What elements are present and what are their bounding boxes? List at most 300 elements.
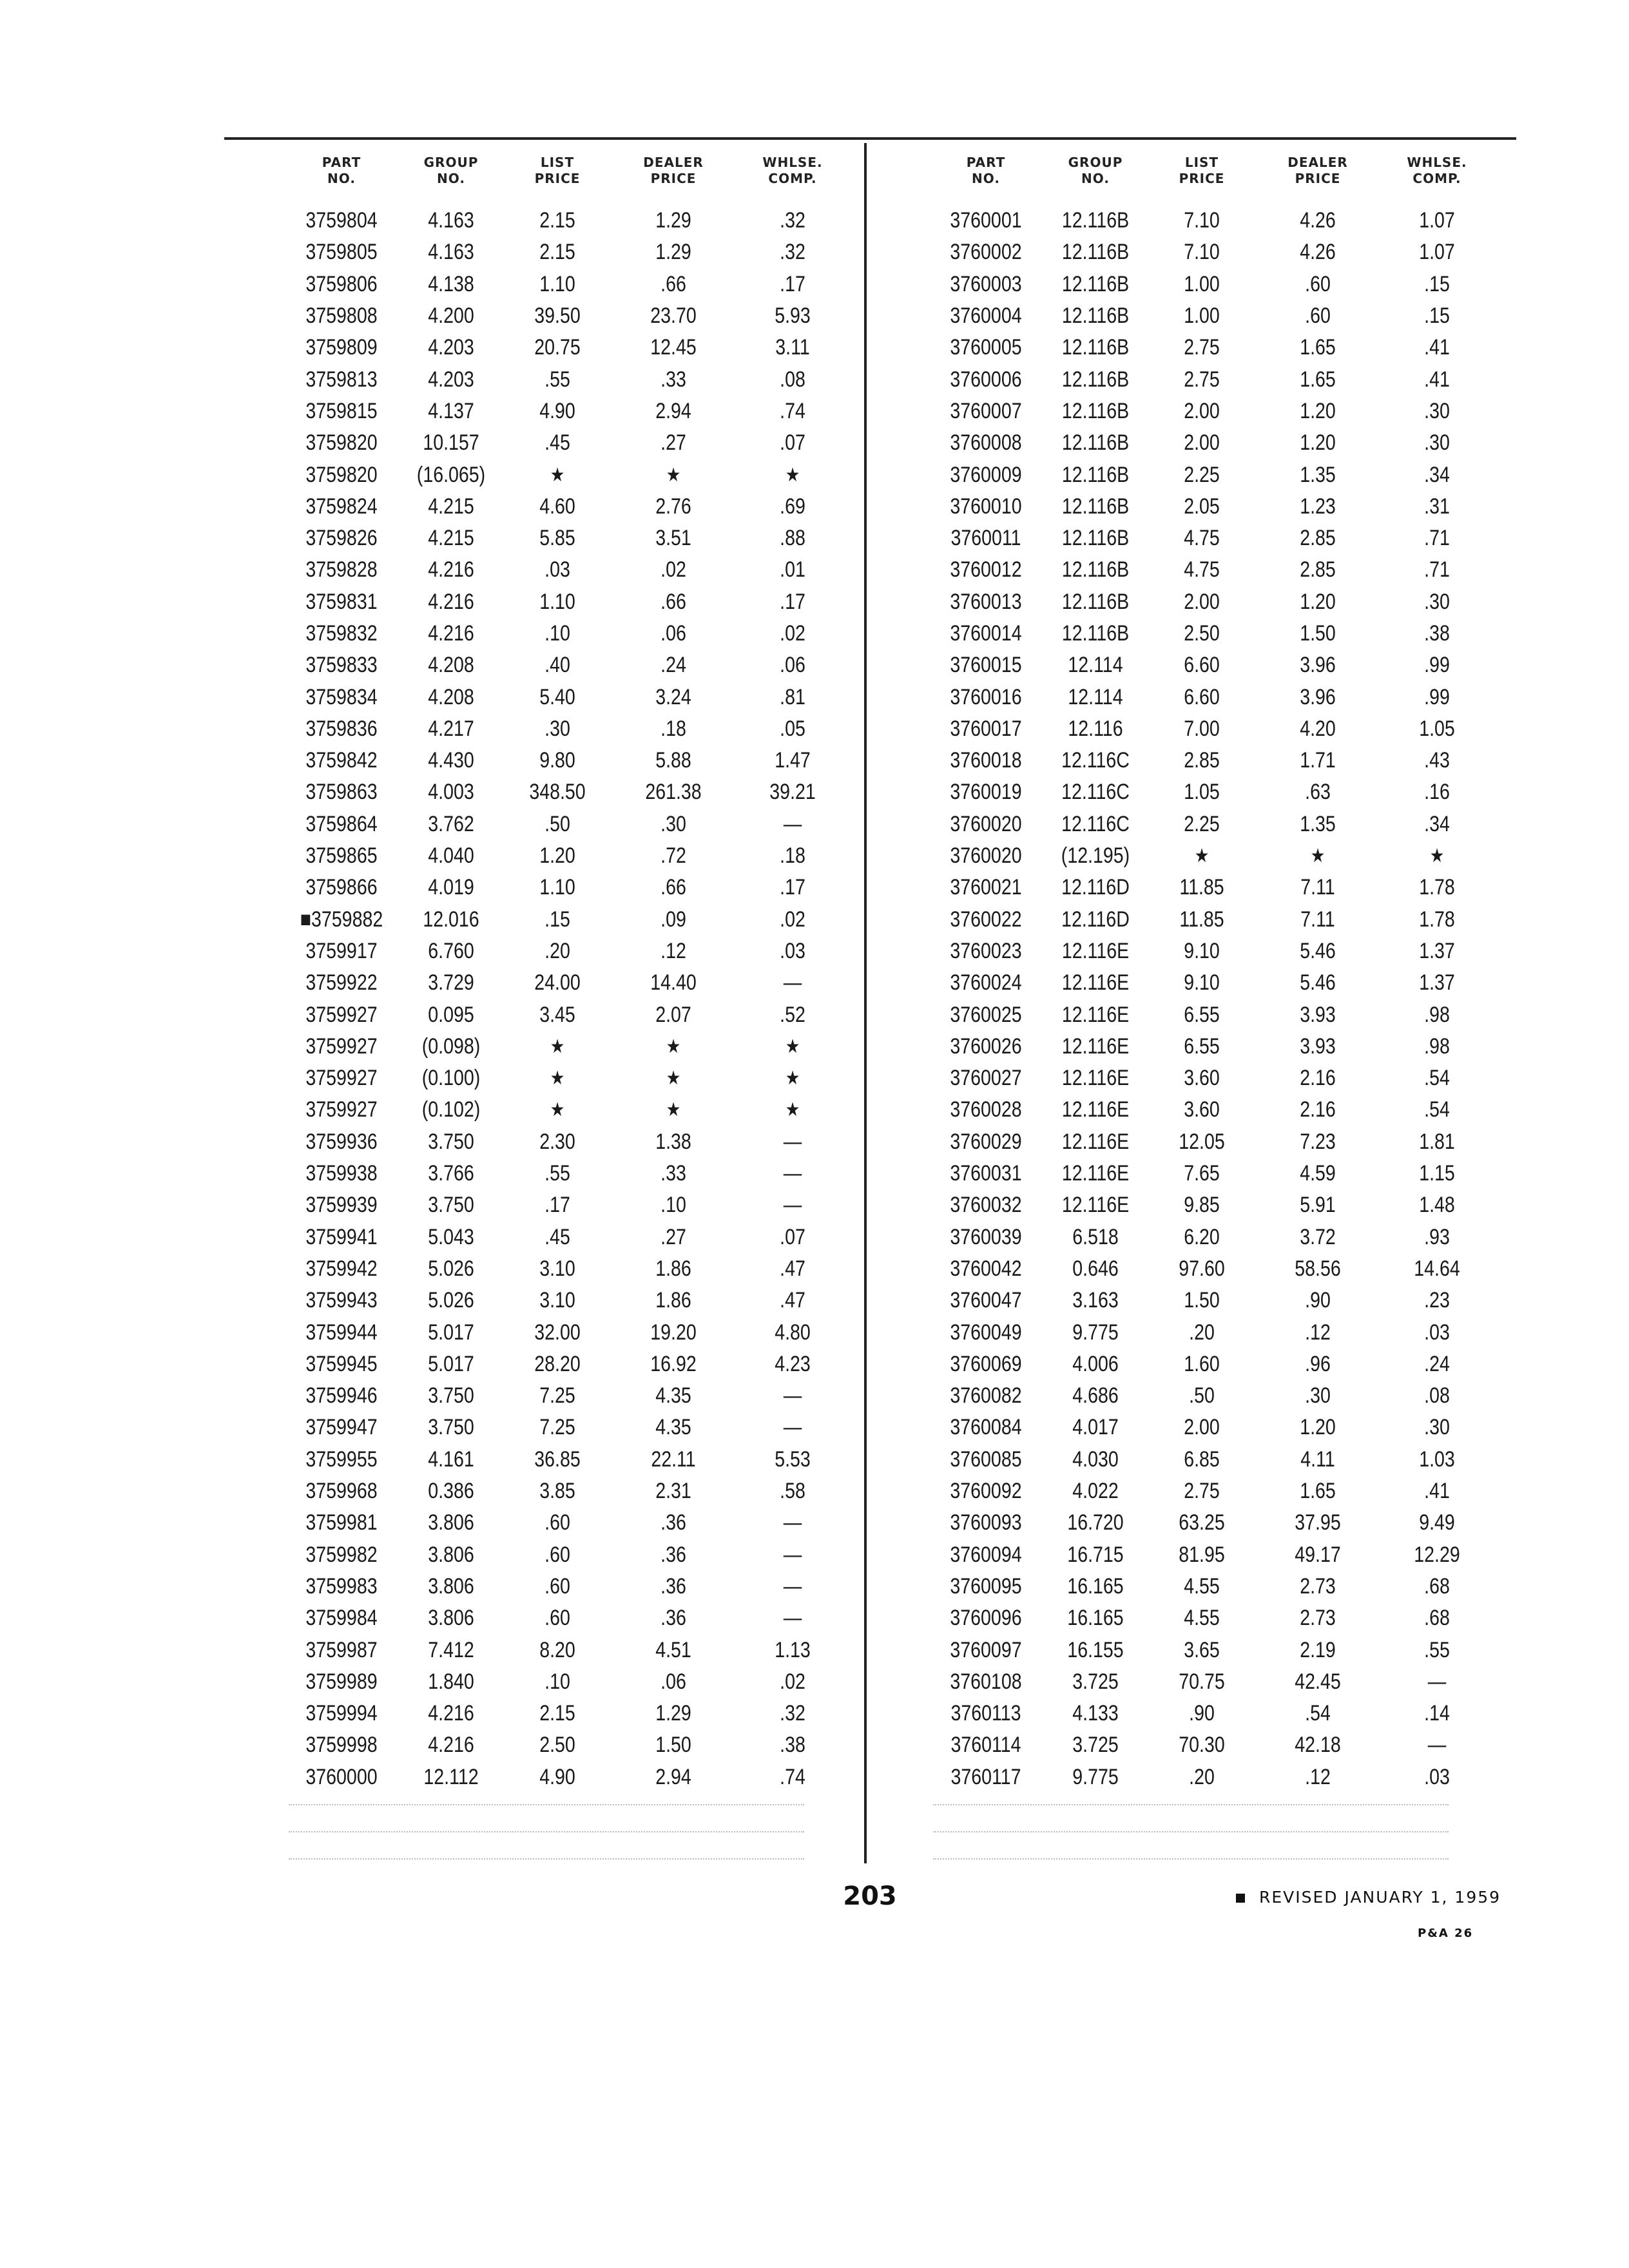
cell-dealer-price: 261.38 — [645, 780, 702, 805]
cell-list-price: 7.25 — [539, 1415, 575, 1440]
cell-part-no: 3760011 — [950, 526, 1021, 551]
cell-dealer-price: .06 — [660, 1669, 686, 1694]
cell-group-no: 4.003 — [428, 780, 474, 805]
filler-line — [289, 1858, 804, 1861]
cell-part-no: 3759981 — [305, 1510, 378, 1535]
cell-part-no: 3759842 — [305, 748, 378, 773]
cell-dealer-price: 1.29 — [655, 1701, 691, 1726]
cell-whlse-comp: 4.80 — [775, 1320, 811, 1345]
cell-list-price: 4.55 — [1184, 1573, 1220, 1599]
cell-list-price: 4.90 — [539, 1764, 575, 1789]
cell-group-no: 3.750 — [428, 1129, 474, 1154]
cell-part-no: 3760027 — [950, 1066, 1022, 1091]
table-row — [928, 554, 1508, 586]
cell-list-price: 1.00 — [1184, 271, 1220, 296]
table-row — [928, 1062, 1508, 1094]
cell-group-no: 3.725 — [1072, 1733, 1119, 1758]
cell-group-no: 4.022 — [1072, 1479, 1119, 1504]
cell-list-price: .17 — [545, 1193, 570, 1218]
cell-group-no: 3.806 — [428, 1606, 474, 1631]
cell-list-price: 7.25 — [539, 1383, 575, 1408]
cell-whlse-comp: .08 — [780, 367, 805, 392]
cell-group-no: 12.112 — [423, 1764, 479, 1789]
cell-dealer-price: 1.65 — [1300, 335, 1336, 360]
cell-list-price: 2.75 — [1184, 1479, 1220, 1504]
cell-group-no: 12.116E — [1061, 1066, 1130, 1091]
table-row — [928, 332, 1508, 363]
cell-part-no: 3760047 — [950, 1288, 1022, 1313]
cell-dealer-price: 3.93 — [1300, 1002, 1336, 1027]
cell-dealer-price: 1.50 — [655, 1733, 691, 1758]
cell-group-no: 4.017 — [1072, 1415, 1119, 1440]
table-row — [284, 427, 863, 459]
cell-list-price: .03 — [545, 557, 570, 582]
cell-part-no: 3760031 — [950, 1161, 1022, 1186]
cell-list-price: 4.60 — [539, 494, 575, 519]
cell-whlse-comp: — — [783, 1510, 802, 1535]
cell-group-no: (16.065) — [416, 462, 486, 487]
cell-dealer-price: 3.93 — [1300, 1033, 1336, 1059]
cell-dealer-price: 1.35 — [1300, 462, 1336, 487]
cell-list-price: 70.30 — [1179, 1733, 1225, 1758]
cell-whlse-comp: .24 — [1424, 1351, 1450, 1376]
cell-part-no: 3759945 — [305, 1351, 378, 1376]
cell-list-price: 7.10 — [1184, 240, 1220, 265]
table-row — [928, 1729, 1508, 1761]
cell-group-no: 4.216 — [428, 621, 474, 646]
cell-list-price: 3.65 — [1184, 1637, 1220, 1662]
cell-group-no: 4.215 — [428, 494, 474, 519]
cell-group-no: (0.102) — [421, 1097, 481, 1122]
cell-part-no: 3760039 — [950, 1224, 1022, 1249]
cell-group-no: 3.750 — [428, 1383, 474, 1408]
cell-list-price: 6.55 — [1184, 1002, 1220, 1027]
cell-group-no: 0.386 — [428, 1479, 474, 1504]
table-row — [928, 1380, 1508, 1412]
cell-group-no: 3.729 — [428, 970, 474, 995]
cell-group-no: 4.006 — [1072, 1351, 1119, 1376]
cell-part-no: 3760028 — [950, 1097, 1022, 1122]
table-row — [284, 872, 863, 903]
cell-list-price: 9.10 — [1184, 938, 1220, 963]
cell-dealer-price: 5.46 — [1300, 970, 1336, 995]
cell-part-no: 3760018 — [950, 748, 1022, 773]
cell-list-price: 2.15 — [539, 1701, 575, 1726]
cell-part-no: 3760095 — [950, 1573, 1022, 1599]
table-row — [284, 1189, 863, 1221]
table-row — [284, 618, 863, 649]
table-row — [284, 205, 863, 236]
cell-dealer-price: 2.85 — [1300, 526, 1336, 551]
cell-whlse-comp: .23 — [1424, 1288, 1450, 1313]
cell-part-no: 3759820 — [305, 462, 378, 487]
cell-part-no: 3759927 — [305, 1097, 378, 1122]
cell-dealer-price: ★ — [666, 1068, 681, 1090]
table-row — [284, 967, 863, 999]
table-row — [284, 1412, 863, 1443]
cell-part-no: 3760004 — [950, 303, 1022, 329]
cell-part-no: 3759987 — [305, 1637, 378, 1662]
header-whlse-comp: WHLSE. COMP. — [1407, 155, 1467, 186]
cell-dealer-price: .72 — [660, 843, 686, 869]
cell-part-no: 3760008 — [950, 430, 1022, 456]
cell-whlse-comp: 1.37 — [1419, 938, 1455, 963]
cell-whlse-comp: .54 — [1424, 1066, 1450, 1091]
cell-list-price: 63.25 — [1179, 1510, 1225, 1535]
cell-dealer-price: .36 — [660, 1510, 686, 1535]
cell-whlse-comp: 1.07 — [1419, 208, 1455, 233]
cell-list-price: .50 — [545, 811, 570, 836]
cell-dealer-price: 16.92 — [650, 1351, 697, 1376]
cell-part-no: 3759831 — [305, 589, 378, 614]
cell-part-no: 3760029 — [950, 1129, 1022, 1154]
cell-list-price: 1.60 — [1184, 1351, 1220, 1376]
cell-whlse-comp: 1.13 — [775, 1637, 811, 1662]
cell-dealer-price: 7.23 — [1300, 1129, 1336, 1154]
table-row — [928, 745, 1508, 776]
cell-list-price: .90 — [1189, 1701, 1215, 1726]
table-row — [284, 1729, 863, 1761]
left-table-rows — [284, 205, 863, 1793]
cell-whlse-comp: .55 — [1424, 1637, 1450, 1662]
cell-whlse-comp: .08 — [1424, 1383, 1450, 1408]
cell-dealer-price: .54 — [1305, 1701, 1331, 1726]
cell-dealer-price: .60 — [1305, 303, 1331, 329]
cell-list-price: 32.00 — [534, 1320, 581, 1345]
cell-dealer-price: 22.11 — [651, 1446, 696, 1472]
cell-list-price: 8.20 — [539, 1637, 575, 1662]
cell-group-no: 12.116E — [1061, 1193, 1130, 1218]
cell-whlse-comp: .99 — [1424, 684, 1450, 709]
cell-list-price: .45 — [545, 430, 570, 456]
cell-whlse-comp: — — [783, 1161, 802, 1186]
cell-dealer-price: .30 — [660, 811, 686, 836]
header-group-no: GROUP NO. — [1068, 155, 1123, 186]
cell-list-price: 11.85 — [1179, 875, 1224, 900]
cell-list-price: 9.10 — [1184, 970, 1220, 995]
cell-whlse-comp: .32 — [780, 208, 805, 233]
table-row — [928, 1539, 1508, 1570]
cell-part-no: 3759936 — [305, 1129, 378, 1154]
filler-line — [933, 1831, 1449, 1834]
cell-list-price: 2.50 — [1184, 621, 1220, 646]
cell-dealer-price: 1.29 — [655, 240, 691, 265]
table-row — [284, 1762, 863, 1793]
cell-dealer-price: 2.16 — [1300, 1097, 1336, 1122]
cell-whlse-comp: .41 — [1424, 335, 1450, 360]
table-row — [928, 681, 1508, 713]
table-row — [284, 776, 863, 808]
cell-part-no: 3759943 — [305, 1288, 378, 1313]
cell-group-no: 12.116B — [1061, 208, 1130, 233]
cell-whlse-comp: .16 — [1424, 780, 1450, 805]
cell-whlse-comp: .18 — [780, 843, 805, 869]
cell-list-price: 2.15 — [539, 240, 575, 265]
cell-whlse-comp: 1.03 — [1419, 1446, 1455, 1472]
table-row — [284, 491, 863, 523]
cell-group-no: 4.216 — [428, 1701, 474, 1726]
cell-dealer-price: 2.76 — [655, 494, 691, 519]
table-row — [284, 999, 863, 1030]
cell-group-no: 12.116B — [1061, 240, 1130, 265]
cell-list-price: 7.65 — [1184, 1161, 1220, 1186]
table-row — [928, 300, 1508, 332]
cell-part-no: 3760019 — [950, 780, 1022, 805]
cell-group-no: 16.720 — [1067, 1510, 1124, 1535]
cell-list-price: 2.15 — [539, 208, 575, 233]
cell-whlse-comp: .81 — [780, 684, 805, 709]
cell-list-price: 2.00 — [1184, 1415, 1220, 1440]
cell-dealer-price: .30 — [1305, 1383, 1331, 1408]
cell-group-no: 12.116B — [1061, 271, 1130, 296]
cell-dealer-price: 23.70 — [650, 303, 697, 329]
cell-list-price: 2.85 — [1184, 748, 1220, 773]
cell-part-no: 3759989 — [305, 1669, 378, 1694]
cell-list-price: 6.60 — [1184, 653, 1220, 678]
cell-part-no: 3760001 — [950, 208, 1022, 233]
cell-group-no: 4.203 — [428, 335, 474, 360]
cell-whlse-comp: 14.64 — [1414, 1256, 1460, 1281]
cell-dealer-price: .24 — [660, 653, 686, 678]
table-row — [928, 649, 1508, 681]
cell-part-no: 3759941 — [305, 1224, 378, 1249]
header-dealer-price: DEALER PRICE — [1287, 155, 1348, 186]
cell-part-no: 3759955 — [305, 1446, 378, 1472]
table-row — [928, 1571, 1508, 1602]
table-row — [928, 459, 1508, 490]
cell-part-no: 3759939 — [305, 1193, 378, 1218]
cell-part-no: 3760003 — [950, 271, 1022, 296]
cell-whlse-comp: .30 — [1424, 589, 1450, 614]
table-row — [284, 1316, 863, 1348]
cell-list-price: 9.85 — [1184, 1193, 1220, 1218]
table-row — [928, 1698, 1508, 1729]
cell-whlse-comp: 1.05 — [1419, 716, 1455, 741]
cell-dealer-price: .66 — [660, 271, 686, 296]
cell-whlse-comp: 1.78 — [1419, 875, 1455, 900]
cell-group-no: 12.116B — [1061, 589, 1130, 614]
table-row — [284, 840, 863, 872]
cell-dealer-price: 1.65 — [1300, 367, 1336, 392]
cell-group-no: 4.215 — [428, 526, 474, 551]
cell-list-price: 36.85 — [534, 1446, 581, 1472]
cell-whlse-comp: — — [783, 1383, 802, 1408]
cell-part-no: 3760020 — [950, 811, 1022, 836]
cell-whlse-comp: — — [783, 1573, 802, 1599]
cell-group-no: 4.430 — [428, 748, 474, 773]
table-row — [928, 363, 1508, 395]
cell-dealer-price: .10 — [660, 1193, 686, 1218]
cell-part-no: 3759998 — [305, 1733, 378, 1758]
cell-group-no: 12.116E — [1061, 1097, 1130, 1122]
cell-group-no: 12.116E — [1061, 1033, 1130, 1059]
cell-whlse-comp: .41 — [1424, 1479, 1450, 1504]
cell-list-price: 2.05 — [1184, 494, 1220, 519]
revised-date: REVISED JANUARY 1, 1959 — [1259, 1888, 1501, 1907]
table-row — [928, 999, 1508, 1030]
cell-dealer-price: 5.88 — [655, 748, 691, 773]
cell-dealer-price: .90 — [1305, 1288, 1331, 1313]
cell-list-price: 3.10 — [539, 1288, 575, 1313]
cell-part-no: 3759815 — [305, 398, 378, 423]
table-row — [928, 1444, 1508, 1475]
cell-group-no: 4.200 — [428, 303, 474, 329]
cell-whlse-comp: .05 — [780, 716, 805, 741]
filler-line — [289, 1804, 804, 1807]
table-row — [284, 363, 863, 395]
cell-list-price: 4.55 — [1184, 1606, 1220, 1631]
cell-group-no: 4.163 — [428, 240, 474, 265]
cell-group-no: 3.750 — [428, 1415, 474, 1440]
header-dealer-price: DEALER PRICE — [643, 155, 704, 186]
cell-group-no: 12.116B — [1061, 398, 1130, 423]
table-row — [928, 1126, 1508, 1158]
cell-list-price: .55 — [545, 1161, 570, 1186]
table-row — [284, 269, 863, 300]
revised-square-icon — [1236, 1894, 1245, 1903]
cell-list-price: .60 — [545, 1606, 570, 1631]
cell-whlse-comp: 5.53 — [775, 1446, 811, 1472]
cell-part-no: 3759944 — [305, 1320, 378, 1345]
table-row — [928, 1253, 1508, 1285]
cell-dealer-price: 49.17 — [1295, 1542, 1341, 1567]
cell-list-price: 81.95 — [1179, 1542, 1225, 1567]
table-row — [928, 618, 1508, 649]
cell-part-no: 3759994 — [305, 1701, 378, 1726]
cell-group-no: 4.019 — [428, 875, 474, 900]
cell-list-price: 1.05 — [1184, 780, 1220, 805]
cell-dealer-price: 1.29 — [655, 208, 691, 233]
cell-whlse-comp: .93 — [1424, 1224, 1450, 1249]
cell-part-no: 3760005 — [950, 335, 1022, 360]
cell-whlse-comp: .98 — [1424, 1002, 1450, 1027]
table-row — [284, 1571, 863, 1602]
cell-dealer-price: 58.56 — [1295, 1256, 1341, 1281]
table-row — [284, 1444, 863, 1475]
cell-group-no: 4.030 — [1072, 1446, 1119, 1472]
cell-dealer-price: 4.11 — [1300, 1446, 1335, 1472]
cell-group-no: (0.098) — [421, 1033, 481, 1059]
cell-part-no: ■3759882 — [300, 907, 383, 932]
header-list-price: LIST PRICE — [534, 155, 581, 186]
cell-group-no: 12.116B — [1061, 557, 1130, 582]
cell-list-price: ★ — [1194, 845, 1210, 867]
cell-whlse-comp: .54 — [1424, 1097, 1450, 1122]
cell-group-no: 12.116C — [1061, 811, 1130, 836]
cell-list-price: 2.75 — [1184, 367, 1220, 392]
cell-list-price: 9.80 — [539, 748, 575, 773]
cell-whlse-comp: .58 — [780, 1479, 805, 1504]
header-group-no: GROUP NO. — [423, 155, 479, 186]
cell-dealer-price: .06 — [660, 621, 686, 646]
cell-whlse-comp: — — [783, 1542, 802, 1567]
cell-dealer-price: .09 — [660, 907, 686, 932]
table-row — [284, 681, 863, 713]
cell-group-no: 12.116B — [1061, 430, 1130, 456]
cell-whlse-comp: — — [783, 1193, 802, 1218]
cell-whlse-comp: .30 — [1424, 430, 1450, 456]
cell-whlse-comp: .41 — [1424, 367, 1450, 392]
cell-dealer-price: 1.35 — [1300, 811, 1336, 836]
cell-whlse-comp: .03 — [780, 938, 805, 963]
table-row — [928, 809, 1508, 840]
cell-dealer-price: .60 — [1305, 271, 1331, 296]
cell-part-no: 3760009 — [950, 462, 1022, 487]
table-row — [284, 459, 863, 490]
table-row — [284, 300, 863, 332]
cell-dealer-price: 1.86 — [655, 1256, 691, 1281]
cell-part-no: 3759806 — [305, 271, 378, 296]
cell-whlse-comp: .14 — [1424, 1701, 1450, 1726]
cell-whlse-comp: ★ — [785, 1035, 800, 1057]
cell-group-no: 12.116E — [1061, 1129, 1130, 1154]
cell-part-no: 3759983 — [305, 1573, 378, 1599]
cell-list-price: 20.75 — [534, 335, 581, 360]
cell-group-no: 12.016 — [423, 907, 479, 932]
cell-list-price: .50 — [1189, 1383, 1215, 1408]
cell-whlse-comp: .32 — [780, 240, 805, 265]
cell-part-no: 3759917 — [305, 938, 378, 963]
cell-part-no: 3759808 — [305, 303, 378, 329]
cell-part-no: 3760023 — [950, 938, 1022, 963]
cell-part-no: 3760014 — [950, 621, 1022, 646]
table-row — [284, 1698, 863, 1729]
cell-dealer-price: 1.20 — [1300, 589, 1336, 614]
cell-part-no: 3760117 — [950, 1764, 1021, 1789]
cell-list-price: 1.10 — [539, 875, 575, 900]
table-row — [284, 1380, 863, 1412]
cell-whlse-comp: .68 — [1424, 1606, 1450, 1631]
cell-whlse-comp: 1.47 — [775, 748, 811, 773]
cell-whlse-comp: .68 — [1424, 1573, 1450, 1599]
cell-dealer-price: .66 — [660, 875, 686, 900]
cell-dealer-price: 7.11 — [1300, 875, 1335, 900]
table-row — [928, 1285, 1508, 1316]
cell-group-no: (12.195) — [1061, 843, 1130, 869]
table-row — [928, 1762, 1508, 1793]
cell-list-price: .60 — [545, 1573, 570, 1599]
cell-dealer-price: 4.35 — [655, 1415, 691, 1440]
cell-dealer-price: 1.23 — [1300, 494, 1336, 519]
cell-whlse-comp: .34 — [1424, 811, 1450, 836]
table-row — [284, 1666, 863, 1698]
cell-dealer-price: ★ — [666, 1099, 681, 1121]
table-row — [284, 809, 863, 840]
cell-group-no: 5.043 — [428, 1224, 474, 1249]
cell-group-no: 12.114 — [1068, 684, 1123, 709]
cell-whlse-comp: .03 — [1424, 1764, 1450, 1789]
cell-list-price: .20 — [1189, 1764, 1215, 1789]
cell-list-price: 1.10 — [539, 271, 575, 296]
table-row — [928, 840, 1508, 872]
table-row — [928, 967, 1508, 999]
cell-whlse-comp: .31 — [1424, 494, 1450, 519]
cell-whlse-comp: ★ — [1429, 845, 1445, 867]
cell-whlse-comp: 1.37 — [1419, 970, 1455, 995]
cell-group-no: 12.116C — [1061, 748, 1130, 773]
cell-dealer-price: .18 — [660, 716, 686, 741]
table-row — [284, 936, 863, 967]
cell-group-no: (0.100) — [421, 1066, 481, 1091]
cell-group-no: 4.203 — [428, 367, 474, 392]
filler-line — [933, 1804, 1449, 1807]
cell-whlse-comp: ★ — [785, 464, 800, 486]
header-whlse-comp: WHLSE. COMP. — [762, 155, 823, 186]
cell-dealer-price: 37.95 — [1295, 1510, 1341, 1535]
cell-dealer-price: 4.26 — [1300, 240, 1336, 265]
cell-list-price: 12.05 — [1179, 1129, 1225, 1154]
cell-dealer-price: 4.20 — [1300, 716, 1336, 741]
